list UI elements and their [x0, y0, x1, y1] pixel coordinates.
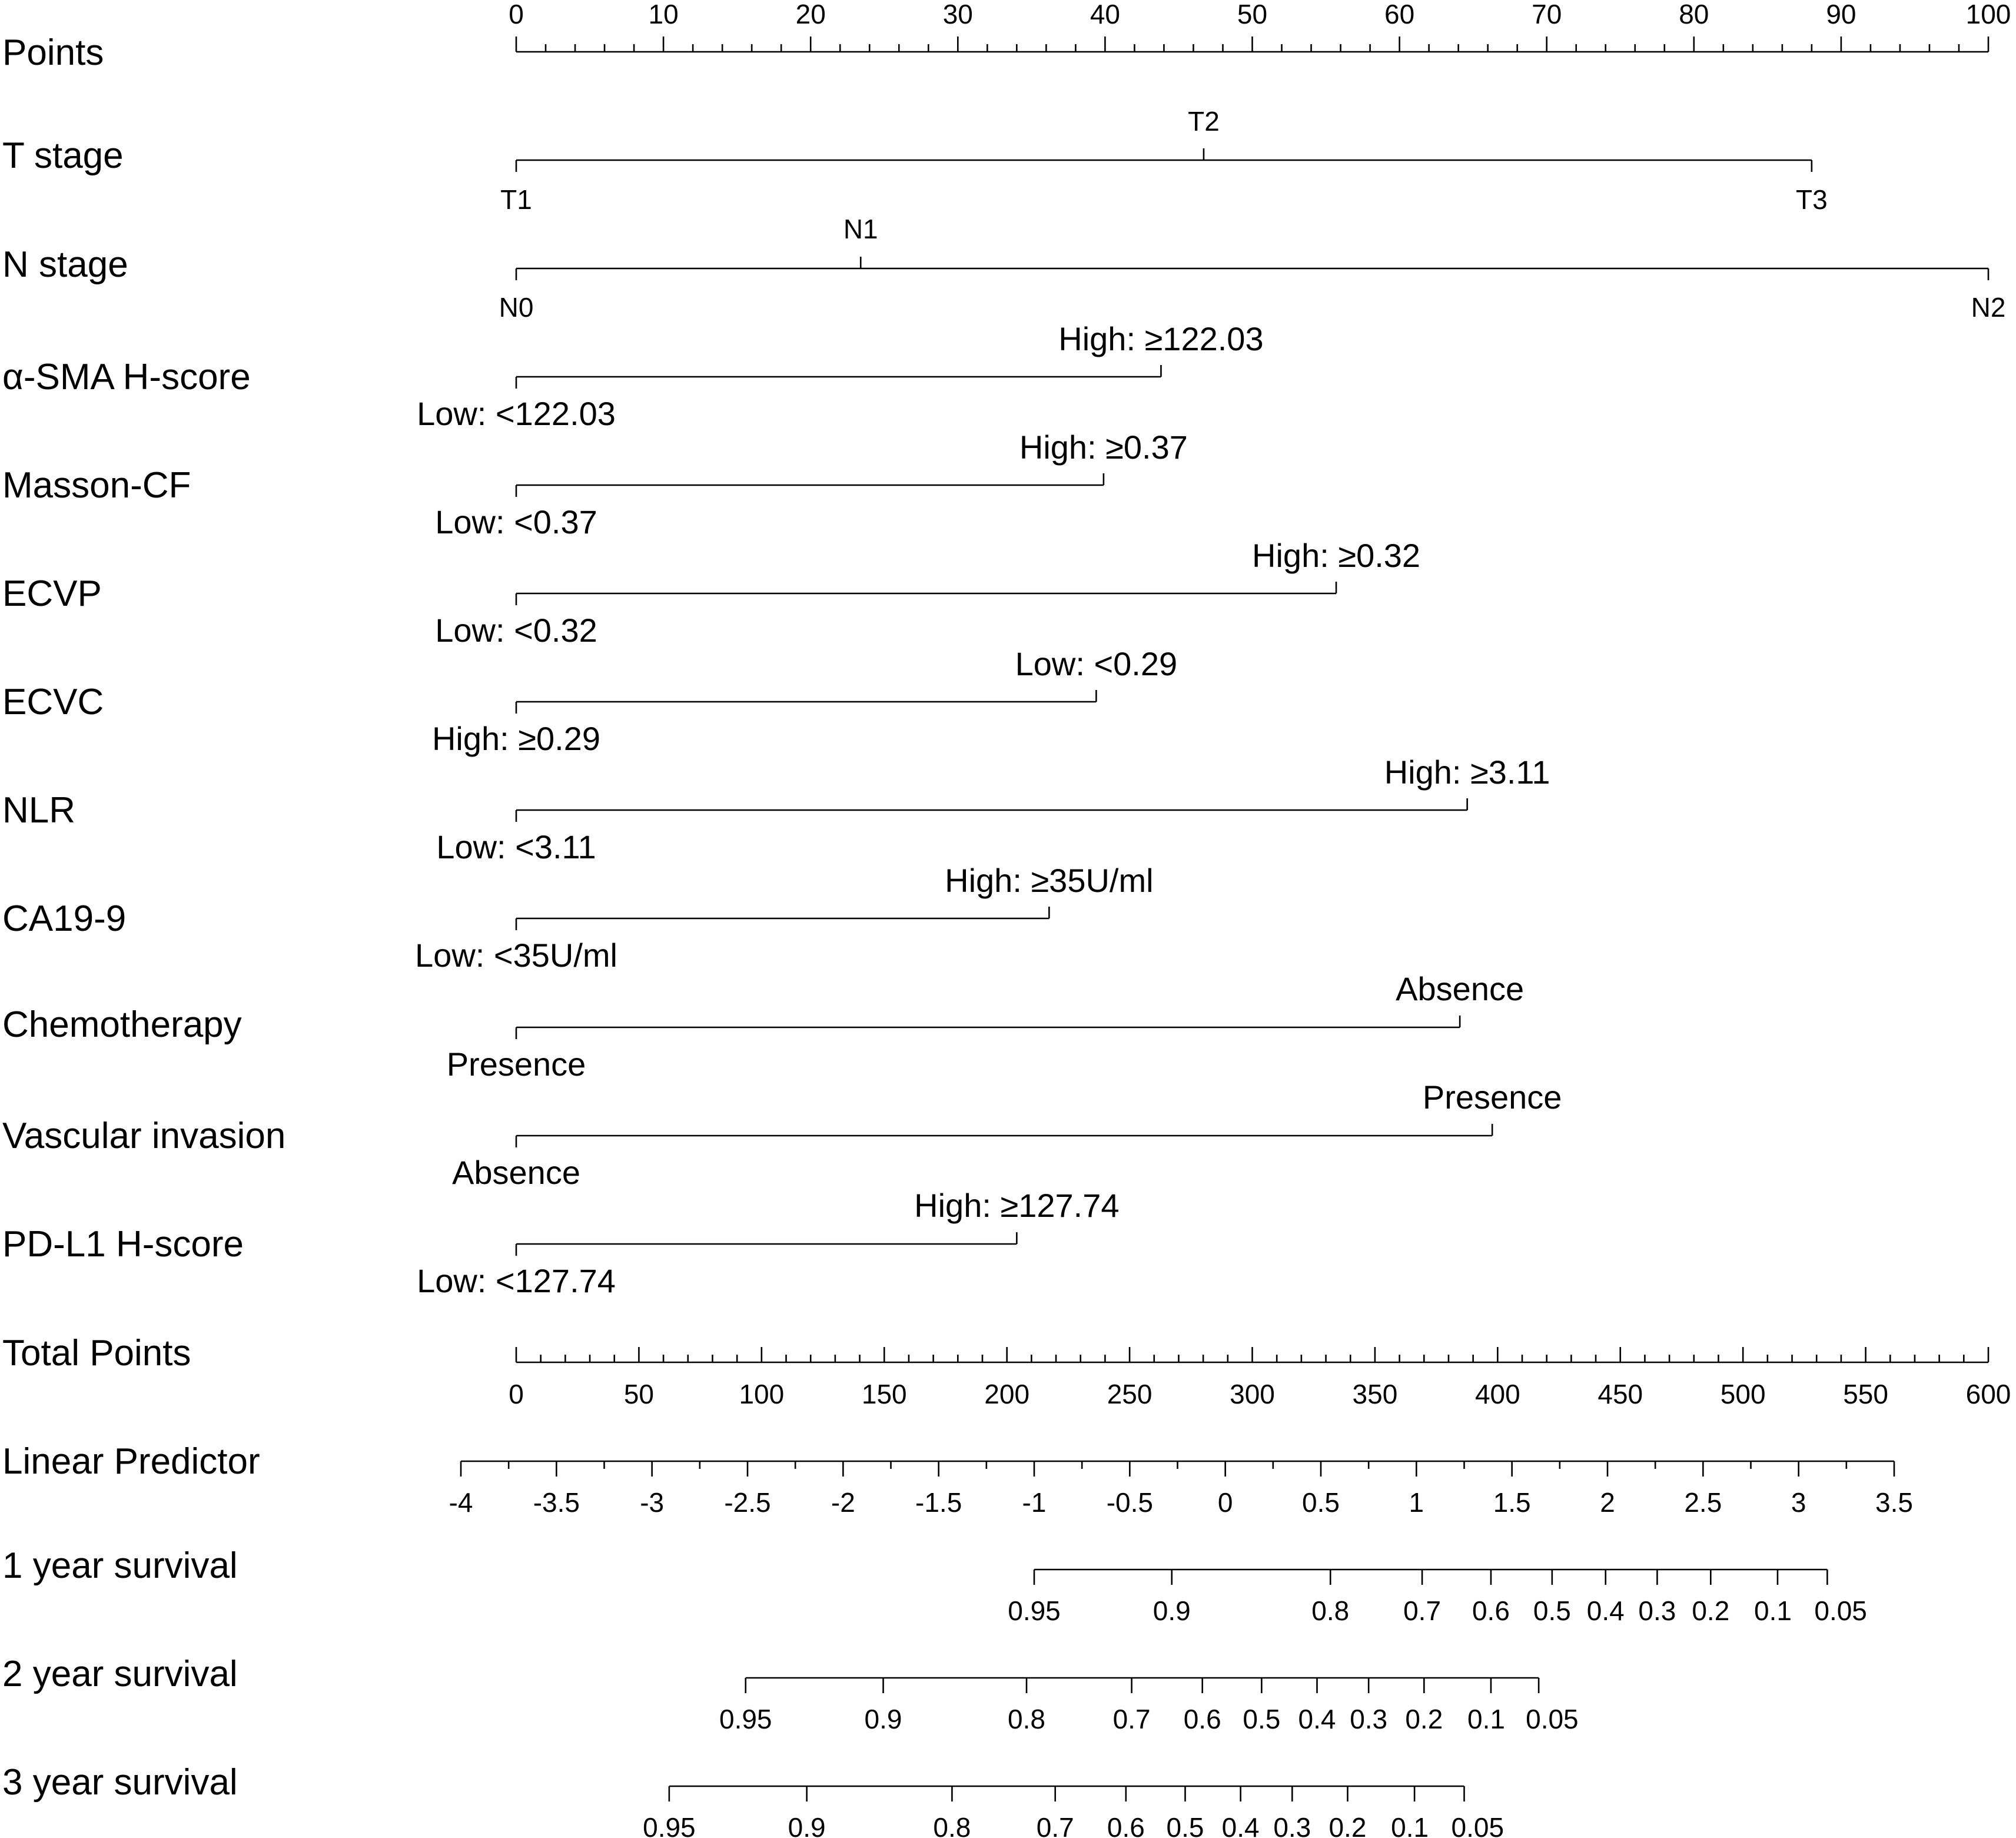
- linear-predictor-tick-label: 3.5: [1875, 1487, 1913, 1518]
- variable-label: CA19-9: [2, 898, 127, 939]
- linear-predictor-tick-label: 2: [1600, 1487, 1615, 1518]
- total-points-tick-label: 100: [739, 1379, 785, 1409]
- survival-tick-label: 0.8: [933, 1812, 971, 1838]
- variable-row: [2, 645, 1177, 757]
- variable-row: [2, 862, 1154, 974]
- variable-level-label: Low: <35U/ml: [415, 937, 617, 974]
- variable-label: ECVP: [2, 573, 102, 614]
- total-points-tick-label: 350: [1352, 1379, 1398, 1409]
- survival-tick-label: 0.1: [1467, 1704, 1505, 1734]
- linear-predictor-tick-label: -1: [1022, 1487, 1047, 1518]
- variable-level-label: T3: [1796, 184, 1828, 215]
- points-tick-label: 20: [795, 0, 826, 29]
- variable-level-label: Low: <0.32: [435, 612, 597, 649]
- total-points-tick-label: 600: [1965, 1379, 2011, 1409]
- variable-label: α-SMA H-score: [2, 357, 251, 397]
- points-tick-label: 50: [1237, 0, 1268, 29]
- variable-level-label: Absence: [452, 1154, 580, 1191]
- linear-predictor-tick-label: 3: [1791, 1487, 1806, 1518]
- points-axis-label: Points: [2, 32, 104, 73]
- variable-level-label: High: ≥127.74: [914, 1187, 1120, 1224]
- variable-level-label: High: ≥35U/ml: [945, 862, 1154, 899]
- survival-tick-label: 0.3: [1273, 1812, 1311, 1838]
- linear-predictor-tick-label: 1.5: [1493, 1487, 1531, 1518]
- survival-axis-label: 3 year survival: [2, 1762, 238, 1803]
- variable-label: NLR: [2, 790, 76, 831]
- survival-tick-label: 0.4: [1298, 1704, 1336, 1734]
- survival-tick-label: 0.8: [1008, 1704, 1045, 1734]
- survival-tick-label: 0.5: [1533, 1595, 1571, 1626]
- variable-level-label: High: ≥0.37: [1019, 429, 1188, 466]
- variable-row: [2, 537, 1420, 649]
- total-points-tick-label: 450: [1597, 1379, 1643, 1409]
- variable-level-label: Low: <0.37: [435, 503, 597, 540]
- total-points-tick-label: 0: [509, 1379, 524, 1409]
- survival-axis-label: 1 year survival: [2, 1545, 238, 1586]
- variable-level-label: High: ≥122.03: [1058, 320, 1264, 357]
- variable-level-label: Low: <3.11: [436, 828, 596, 865]
- survival-tick-label: 0.05: [1526, 1704, 1579, 1734]
- variable-row: [2, 214, 2005, 323]
- survival-tick-label: 0.2: [1692, 1595, 1730, 1626]
- linear-predictor-tick-label: -0.5: [1106, 1487, 1153, 1518]
- linear-predictor-tick-label: -3.5: [533, 1487, 580, 1518]
- survival-tick-label: 0.5: [1243, 1704, 1281, 1734]
- survival-tick-label: 0.95: [1008, 1595, 1061, 1626]
- variable-level-label: T2: [1188, 106, 1220, 137]
- points-tick-label: 100: [1965, 0, 2011, 29]
- variable-row: [2, 1187, 1119, 1299]
- linear-predictor-tick-label: -1.5: [915, 1487, 962, 1518]
- survival-tick-label: 0.9: [1153, 1595, 1191, 1626]
- points-axis: [2, 0, 2011, 73]
- linear-predictor-tick-label: -3: [640, 1487, 665, 1518]
- survival-tick-label: 0.4: [1221, 1812, 1260, 1838]
- survival-tick-label: 0.6: [1107, 1812, 1145, 1838]
- survival-axis: [2, 1762, 1504, 1838]
- total-points-tick-label: 50: [623, 1379, 655, 1409]
- survival-axis: [2, 1654, 1579, 1734]
- total-points-tick-label: 500: [1720, 1379, 1766, 1409]
- variable-label: Masson-CF: [2, 465, 191, 506]
- linear-predictor-label: Linear Predictor: [2, 1441, 260, 1482]
- variable-row: [2, 429, 1188, 540]
- variable-row: [2, 1079, 1562, 1191]
- survival-axis: [2, 1545, 1867, 1626]
- survival-tick-label: 0.05: [1451, 1812, 1504, 1838]
- survival-tick-label: 0.7: [1036, 1812, 1074, 1838]
- survival-tick-label: 0.6: [1183, 1704, 1221, 1734]
- total-points-tick-label: 300: [1230, 1379, 1275, 1409]
- points-tick-label: 70: [1532, 0, 1562, 29]
- variable-level-label: Absence: [1396, 970, 1525, 1007]
- survival-tick-label: 0.2: [1328, 1812, 1367, 1838]
- variable-level-label: High: ≥0.32: [1252, 537, 1421, 574]
- linear-predictor-tick-label: 0: [1217, 1487, 1233, 1518]
- points-tick-label: 0: [509, 0, 524, 29]
- linear-predictor-tick-label: 0.5: [1302, 1487, 1340, 1518]
- survival-tick-label: 0.6: [1472, 1595, 1510, 1626]
- total-points-tick-label: 150: [861, 1379, 907, 1409]
- survival-tick-label: 0.4: [1586, 1595, 1625, 1626]
- variable-level-label: High: ≥3.11: [1384, 754, 1550, 791]
- survival-tick-label: 0.3: [1638, 1595, 1676, 1626]
- variable-level-label: Presence: [1422, 1079, 1562, 1116]
- variable-level-label: Presence: [446, 1046, 586, 1083]
- total-points-label: Total Points: [2, 1333, 191, 1373]
- points-tick-label: 90: [1826, 0, 1856, 29]
- survival-tick-label: 0.7: [1403, 1595, 1442, 1626]
- variable-row: [2, 754, 1550, 865]
- survival-tick-label: 0.9: [788, 1812, 826, 1838]
- linear-predictor-axis: [2, 1441, 1913, 1518]
- survival-tick-label: 0.5: [1166, 1812, 1204, 1838]
- variable-level-label: N2: [1971, 292, 2006, 323]
- linear-predictor-tick-label: -2.5: [724, 1487, 771, 1518]
- survival-tick-label: 0.95: [719, 1704, 772, 1734]
- survival-tick-label: 0.2: [1405, 1704, 1443, 1734]
- points-tick-label: 30: [942, 0, 973, 29]
- variable-label: Vascular invasion: [2, 1116, 286, 1156]
- total-points-axis: [2, 1333, 2011, 1409]
- total-points-tick-label: 550: [1843, 1379, 1888, 1409]
- survival-tick-label: 0.9: [864, 1704, 902, 1734]
- survival-tick-label: 0.3: [1350, 1704, 1388, 1734]
- variable-label: Chemotherapy: [2, 1004, 242, 1045]
- total-points-tick-label: 400: [1474, 1379, 1520, 1409]
- variable-level-label: T1: [500, 184, 532, 215]
- variable-level-label: Low: <122.03: [417, 395, 616, 432]
- survival-tick-label: 0.7: [1112, 1704, 1151, 1734]
- variable-level-label: Low: <127.74: [417, 1262, 616, 1299]
- variable-label: N stage: [2, 244, 128, 285]
- survival-tick-label: 0.95: [643, 1812, 696, 1838]
- variable-row: [2, 320, 1264, 432]
- points-tick-label: 60: [1384, 0, 1415, 29]
- variable-label: ECVC: [2, 682, 104, 722]
- points-tick-label: 40: [1090, 0, 1120, 29]
- variable-label: T stage: [2, 135, 124, 176]
- survival-axis-label: 2 year survival: [2, 1654, 238, 1694]
- linear-predictor-tick-label: -2: [831, 1487, 855, 1518]
- linear-predictor-tick-label: 2.5: [1684, 1487, 1722, 1518]
- survival-tick-label: 0.05: [1814, 1595, 1867, 1626]
- variable-level-label: High: ≥0.29: [431, 720, 601, 757]
- linear-predictor-tick-label: 1: [1409, 1487, 1424, 1518]
- survival-tick-label: 0.1: [1391, 1812, 1429, 1838]
- linear-predictor-tick-label: -4: [449, 1487, 473, 1518]
- total-points-tick-label: 200: [984, 1379, 1030, 1409]
- points-tick-label: 80: [1679, 0, 1709, 29]
- survival-tick-label: 0.8: [1311, 1595, 1350, 1626]
- variable-row: [2, 106, 1828, 215]
- survival-tick-label: 0.1: [1754, 1595, 1792, 1626]
- variable-level-label: Low: <0.29: [1015, 645, 1178, 682]
- variable-level-label: N1: [843, 214, 878, 244]
- variable-label: PD-L1 H-score: [2, 1224, 244, 1265]
- variable-level-label: N0: [499, 292, 534, 323]
- variable-row: [2, 970, 1524, 1083]
- points-tick-label: 10: [648, 0, 679, 29]
- total-points-tick-label: 250: [1107, 1379, 1153, 1409]
